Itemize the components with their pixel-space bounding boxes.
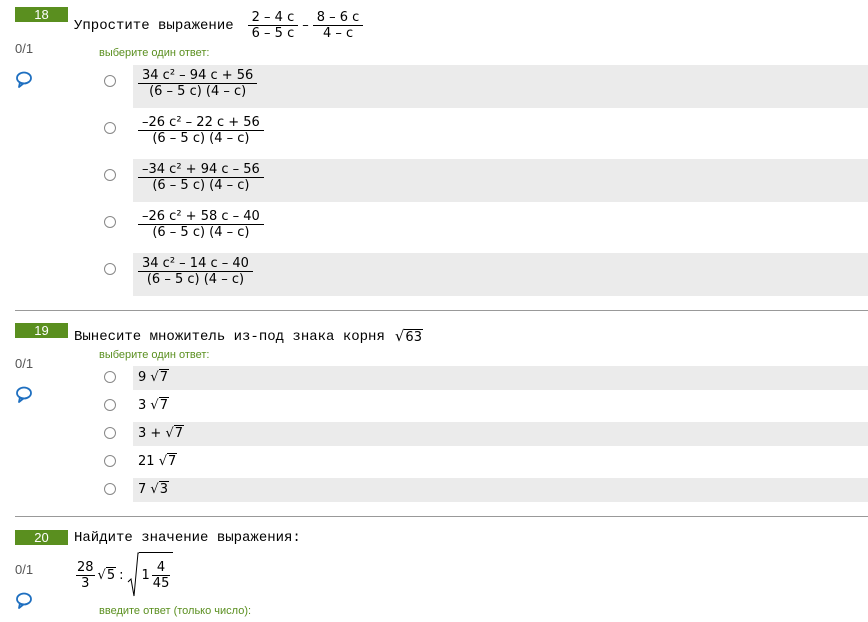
square-root: √ 63: [394, 327, 422, 345]
divide-sign: :: [119, 567, 124, 583]
answer-radio[interactable]: [104, 399, 116, 411]
answer-radio[interactable]: [104, 169, 116, 181]
fraction: $\frac{28}{3}$: [77, 559, 94, 591]
answer-option[interactable]: 21 √ 7: [0, 450, 868, 474]
fraction-2: $\frac{8 - 6 c}{4 - c}$: [313, 10, 364, 41]
question-prompt: Упростите выражение: [74, 17, 234, 34]
answer-option[interactable]: 9 √ 7: [0, 366, 868, 390]
square-root: √ 5: [97, 568, 116, 583]
question-divider: [15, 310, 868, 311]
question-prompt: Найдите значение выражения:: [74, 530, 301, 546]
question-score: 0/1: [15, 356, 34, 371]
answer-option[interactable]: $\frac{\text{–26 c² – 22 c + 56}}{(6 - 5 c) (4 - c)}$: [0, 112, 868, 155]
answer-radio[interactable]: [104, 455, 116, 467]
question-divider: [15, 516, 868, 517]
expression: [76, 552, 173, 598]
question-number: 20: [15, 530, 68, 545]
answer-radio[interactable]: [104, 75, 116, 87]
fraction-1: $\frac{2 - 4 c}{6 - 5 c}$: [248, 10, 299, 41]
question-text: [74, 327, 423, 345]
big-square-root: 1 $\frac{4}{45}$: [127, 552, 174, 598]
answer-option[interactable]: $\frac{\text{34 c² – 14 c – 40}}{(6 - 5 c) (4 - c)}$: [0, 253, 868, 296]
answer-hint: выберите один ответ:: [99, 47, 210, 59]
answer-option[interactable]: $\frac{\text{34 c² – 94 c + 56}}{(6 - 5 c) (4 - c)}$: [0, 65, 868, 108]
answer-radio[interactable]: [104, 122, 116, 134]
question-score: 0/1: [15, 562, 34, 577]
minus-sign: –: [302, 18, 309, 33]
answer-radio[interactable]: [104, 483, 116, 495]
answer-hint: введите ответ (только число):: [99, 605, 252, 617]
question-text: [74, 10, 363, 41]
question-score: 0/1: [15, 41, 34, 56]
answer-hint: выберите один ответ:: [99, 349, 210, 361]
question-number: 19: [15, 323, 68, 338]
answer-option[interactable]: 7 √ 3: [0, 478, 868, 502]
question-prompt: Вынесите множитель из-под знака корня: [74, 329, 385, 345]
comment-icon[interactable]: [15, 592, 33, 610]
question-number: 18: [15, 7, 68, 22]
answer-radio[interactable]: [104, 216, 116, 228]
answer-radio[interactable]: [104, 371, 116, 383]
answer-radio[interactable]: [104, 263, 116, 275]
answer-option[interactable]: 3 √ 7: [0, 394, 868, 418]
answer-option[interactable]: 3 + √ 7: [0, 422, 868, 446]
answer-option[interactable]: $\frac{\text{–34 c² + 94 c – 56}}{(6 - 5 c) (4 - c)}$: [0, 159, 868, 202]
answer-option[interactable]: $\frac{\text{–26 c² + 58 c – 40}}{(6 - 5 c) (4 - c)}$: [0, 206, 868, 249]
answer-radio[interactable]: [104, 427, 116, 439]
